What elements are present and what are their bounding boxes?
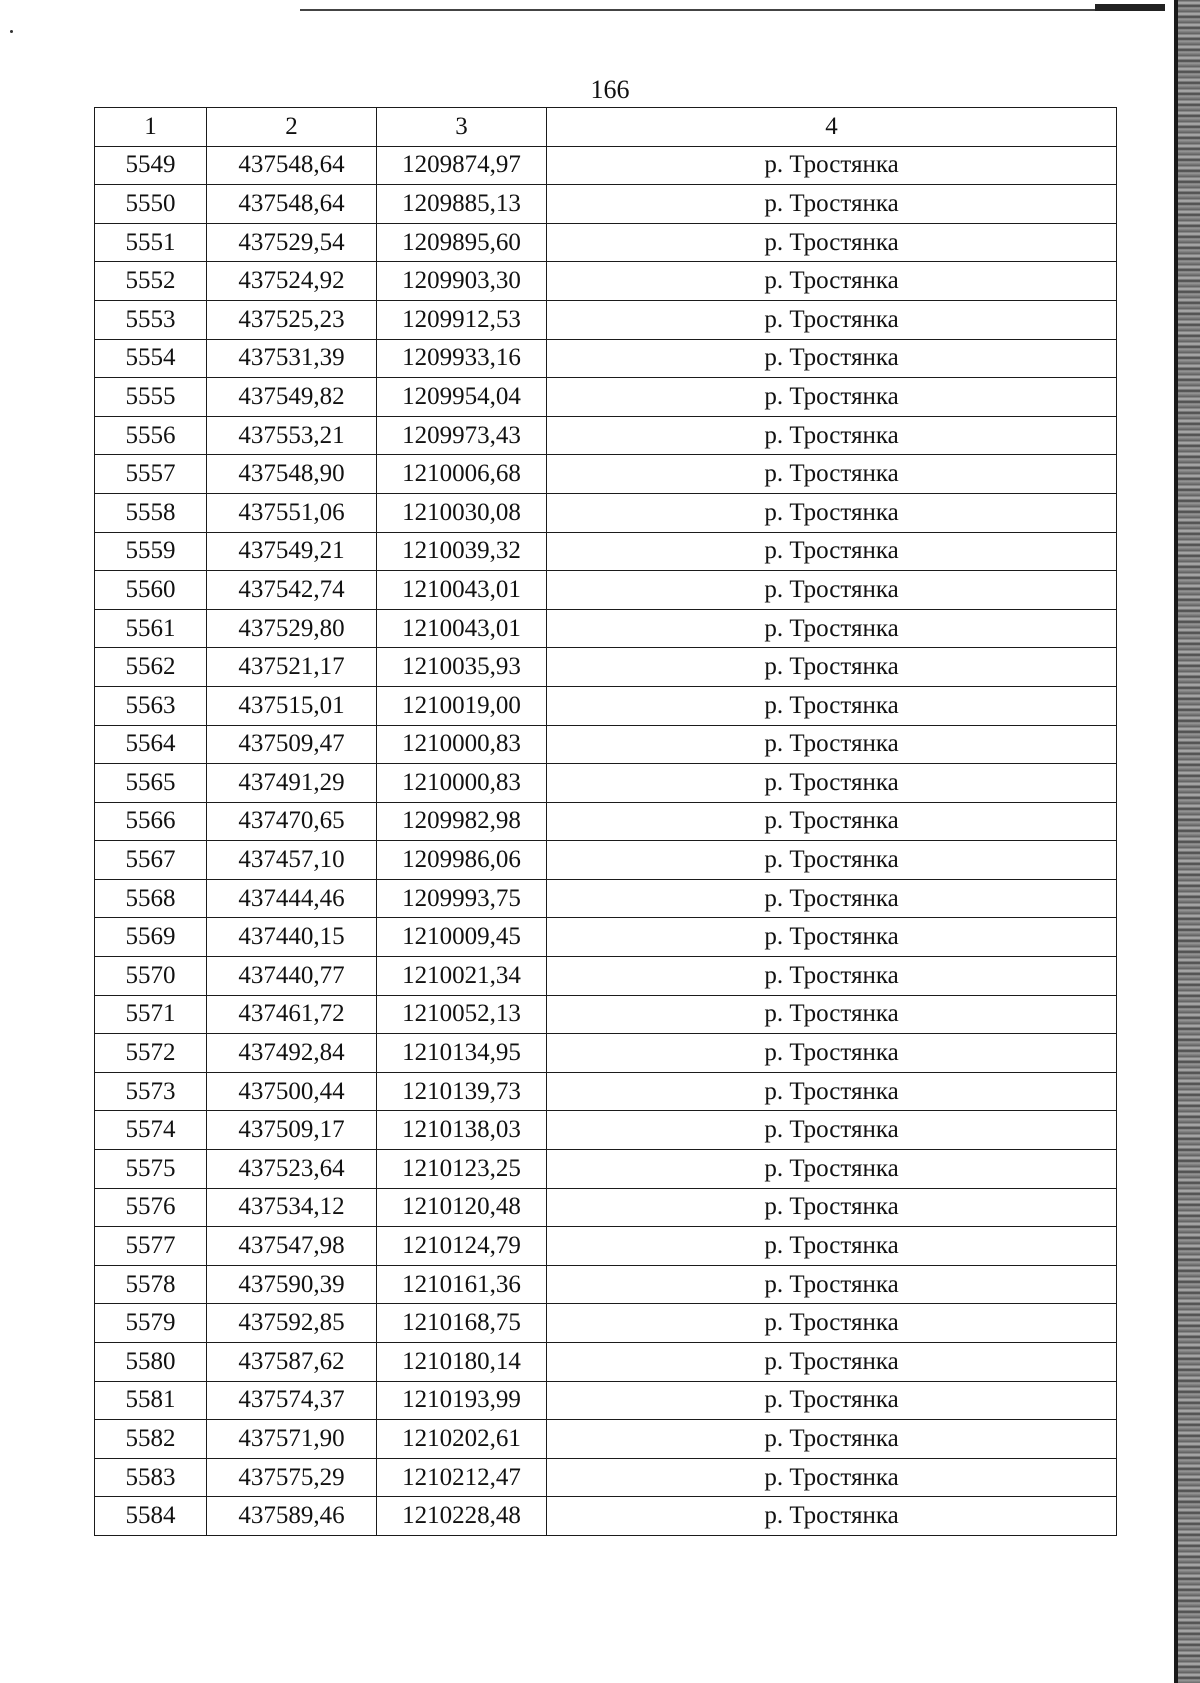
- y-coordinate-cell: 1210043,01: [377, 609, 547, 648]
- description-cell: р. Тростянка: [547, 764, 1117, 803]
- table-row: [95, 571, 1117, 610]
- point-number-cell: 5568: [95, 879, 207, 918]
- description-cell: р. Тростянка: [547, 918, 1117, 957]
- point-number-cell: 5576: [95, 1188, 207, 1227]
- x-coordinate-cell: 437571,90: [207, 1420, 377, 1459]
- description-cell: р. Тростянка: [547, 1420, 1117, 1459]
- y-coordinate-cell: 1209912,53: [377, 300, 547, 339]
- y-coordinate-cell: 1210212,47: [377, 1458, 547, 1497]
- point-number-cell: 5557: [95, 455, 207, 494]
- table-row: [95, 1150, 1117, 1189]
- description-cell: р. Тростянка: [547, 1265, 1117, 1304]
- table-row: [95, 1072, 1117, 1111]
- column-header: 3: [377, 108, 547, 147]
- x-coordinate-cell: 437523,64: [207, 1150, 377, 1189]
- y-coordinate-cell: 1210006,68: [377, 455, 547, 494]
- table-row: [95, 802, 1117, 841]
- description-cell: р. Тростянка: [547, 725, 1117, 764]
- description-cell: р. Тростянка: [547, 1072, 1117, 1111]
- description-cell: р. Тростянка: [547, 1150, 1117, 1189]
- y-coordinate-cell: 1209954,04: [377, 378, 547, 417]
- description-cell: р. Тростянка: [547, 1497, 1117, 1536]
- description-cell: р. Тростянка: [547, 223, 1117, 262]
- description-cell: р. Тростянка: [547, 957, 1117, 996]
- description-cell: р. Тростянка: [547, 1458, 1117, 1497]
- scan-right-edge: [1176, 0, 1200, 1683]
- table-header-row: [95, 108, 1117, 147]
- description-cell: р. Тростянка: [547, 300, 1117, 339]
- description-cell: р. Тростянка: [547, 455, 1117, 494]
- table-row: [95, 957, 1117, 996]
- point-number-cell: 5559: [95, 532, 207, 571]
- x-coordinate-cell: 437521,17: [207, 648, 377, 687]
- coordinates-table: [94, 107, 1117, 1536]
- point-number-cell: 5578: [95, 1265, 207, 1304]
- point-number-cell: 5558: [95, 493, 207, 532]
- y-coordinate-cell: 1210043,01: [377, 571, 547, 610]
- x-coordinate-cell: 437470,65: [207, 802, 377, 841]
- scan-speck: [10, 30, 13, 33]
- table-row: [95, 455, 1117, 494]
- y-coordinate-cell: 1210124,79: [377, 1227, 547, 1266]
- y-coordinate-cell: 1210168,75: [377, 1304, 547, 1343]
- x-coordinate-cell: 437549,82: [207, 378, 377, 417]
- point-number-cell: 5580: [95, 1343, 207, 1382]
- point-number-cell: 5582: [95, 1420, 207, 1459]
- y-coordinate-cell: 1210019,00: [377, 686, 547, 725]
- x-coordinate-cell: 437444,46: [207, 879, 377, 918]
- x-coordinate-cell: 437574,37: [207, 1381, 377, 1420]
- scan-right-edge-line: [1174, 0, 1178, 1683]
- scan-top-bar: [1095, 4, 1165, 11]
- table-row: [95, 339, 1117, 378]
- table-row: [95, 1265, 1117, 1304]
- point-number-cell: 5583: [95, 1458, 207, 1497]
- description-cell: р. Тростянка: [547, 262, 1117, 301]
- description-cell: р. Тростянка: [547, 841, 1117, 880]
- description-cell: р. Тростянка: [547, 995, 1117, 1034]
- x-coordinate-cell: 437461,72: [207, 995, 377, 1034]
- x-coordinate-cell: 437509,47: [207, 725, 377, 764]
- column-header: 4: [547, 108, 1117, 147]
- description-cell: р. Тростянка: [547, 146, 1117, 185]
- description-cell: р. Тростянка: [547, 185, 1117, 224]
- point-number-cell: 5572: [95, 1034, 207, 1073]
- y-coordinate-cell: 1210193,99: [377, 1381, 547, 1420]
- y-coordinate-cell: 1209903,30: [377, 262, 547, 301]
- point-number-cell: 5549: [95, 146, 207, 185]
- description-cell: р. Тростянка: [547, 1381, 1117, 1420]
- point-number-cell: 5574: [95, 1111, 207, 1150]
- table-row: [95, 1420, 1117, 1459]
- table-row: [95, 146, 1117, 185]
- table-row: [95, 918, 1117, 957]
- description-cell: р. Тростянка: [547, 493, 1117, 532]
- point-number-cell: 5566: [95, 802, 207, 841]
- table-row: [95, 532, 1117, 571]
- table-row: [95, 378, 1117, 417]
- table-row: [95, 1458, 1117, 1497]
- point-number-cell: 5562: [95, 648, 207, 687]
- x-coordinate-cell: 437500,44: [207, 1072, 377, 1111]
- y-coordinate-cell: 1210021,34: [377, 957, 547, 996]
- point-number-cell: 5571: [95, 995, 207, 1034]
- x-coordinate-cell: 437548,64: [207, 146, 377, 185]
- y-coordinate-cell: 1209993,75: [377, 879, 547, 918]
- description-cell: р. Тростянка: [547, 686, 1117, 725]
- description-cell: р. Тростянка: [547, 1034, 1117, 1073]
- point-number-cell: 5564: [95, 725, 207, 764]
- point-number-cell: 5579: [95, 1304, 207, 1343]
- table-row: [95, 648, 1117, 687]
- y-coordinate-cell: 1209986,06: [377, 841, 547, 880]
- point-number-cell: 5563: [95, 686, 207, 725]
- y-coordinate-cell: 1210228,48: [377, 1497, 547, 1536]
- y-coordinate-cell: 1209895,60: [377, 223, 547, 262]
- y-coordinate-cell: 1210000,83: [377, 725, 547, 764]
- x-coordinate-cell: 437515,01: [207, 686, 377, 725]
- x-coordinate-cell: 437589,46: [207, 1497, 377, 1536]
- table-row: [95, 223, 1117, 262]
- point-number-cell: 5573: [95, 1072, 207, 1111]
- point-number-cell: 5569: [95, 918, 207, 957]
- table-row: [95, 185, 1117, 224]
- x-coordinate-cell: 437542,74: [207, 571, 377, 610]
- table-row: [95, 1304, 1117, 1343]
- y-coordinate-cell: 1210138,03: [377, 1111, 547, 1150]
- table-row: [95, 416, 1117, 455]
- table-row: [95, 609, 1117, 648]
- table-row: [95, 1188, 1117, 1227]
- table-row: [95, 841, 1117, 880]
- point-number-cell: 5581: [95, 1381, 207, 1420]
- point-number-cell: 5565: [95, 764, 207, 803]
- column-header: 2: [207, 108, 377, 147]
- table-body: [95, 146, 1117, 1535]
- x-coordinate-cell: 437440,77: [207, 957, 377, 996]
- y-coordinate-cell: 1210180,14: [377, 1343, 547, 1382]
- table-row: [95, 262, 1117, 301]
- x-coordinate-cell: 437440,15: [207, 918, 377, 957]
- description-cell: р. Тростянка: [547, 879, 1117, 918]
- y-coordinate-cell: 1210035,93: [377, 648, 547, 687]
- point-number-cell: 5567: [95, 841, 207, 880]
- point-number-cell: 5575: [95, 1150, 207, 1189]
- x-coordinate-cell: 437551,06: [207, 493, 377, 532]
- table-row: [95, 1497, 1117, 1536]
- y-coordinate-cell: 1210161,36: [377, 1265, 547, 1304]
- x-coordinate-cell: 437525,23: [207, 300, 377, 339]
- point-number-cell: 5552: [95, 262, 207, 301]
- x-coordinate-cell: 437549,21: [207, 532, 377, 571]
- x-coordinate-cell: 437553,21: [207, 416, 377, 455]
- point-number-cell: 5570: [95, 957, 207, 996]
- x-coordinate-cell: 437531,39: [207, 339, 377, 378]
- y-coordinate-cell: 1209885,13: [377, 185, 547, 224]
- description-cell: р. Тростянка: [547, 378, 1117, 417]
- y-coordinate-cell: 1210139,73: [377, 1072, 547, 1111]
- description-cell: р. Тростянка: [547, 802, 1117, 841]
- table-row: [95, 300, 1117, 339]
- x-coordinate-cell: 437529,54: [207, 223, 377, 262]
- table-row: [95, 1034, 1117, 1073]
- y-coordinate-cell: 1210009,45: [377, 918, 547, 957]
- column-header: 1: [95, 108, 207, 147]
- x-coordinate-cell: 437534,12: [207, 1188, 377, 1227]
- table-row: [95, 1343, 1117, 1382]
- x-coordinate-cell: 437575,29: [207, 1458, 377, 1497]
- table-row: [95, 879, 1117, 918]
- table-row: [95, 1111, 1117, 1150]
- x-coordinate-cell: 437492,84: [207, 1034, 377, 1073]
- description-cell: р. Тростянка: [547, 1188, 1117, 1227]
- y-coordinate-cell: 1210030,08: [377, 493, 547, 532]
- point-number-cell: 5577: [95, 1227, 207, 1266]
- table-row: [95, 1381, 1117, 1420]
- x-coordinate-cell: 437509,17: [207, 1111, 377, 1150]
- table-row: [95, 995, 1117, 1034]
- description-cell: р. Тростянка: [547, 1227, 1117, 1266]
- y-coordinate-cell: 1210134,95: [377, 1034, 547, 1073]
- y-coordinate-cell: 1209933,16: [377, 339, 547, 378]
- x-coordinate-cell: 437548,90: [207, 455, 377, 494]
- description-cell: р. Тростянка: [547, 571, 1117, 610]
- description-cell: р. Тростянка: [547, 416, 1117, 455]
- x-coordinate-cell: 437457,10: [207, 841, 377, 880]
- point-number-cell: 5560: [95, 571, 207, 610]
- description-cell: р. Тростянка: [547, 532, 1117, 571]
- x-coordinate-cell: 437547,98: [207, 1227, 377, 1266]
- point-number-cell: 5553: [95, 300, 207, 339]
- y-coordinate-cell: 1210123,25: [377, 1150, 547, 1189]
- x-coordinate-cell: 437592,85: [207, 1304, 377, 1343]
- table-row: [95, 725, 1117, 764]
- table-row: [95, 493, 1117, 532]
- table-row: [95, 764, 1117, 803]
- y-coordinate-cell: 1209982,98: [377, 802, 547, 841]
- x-coordinate-cell: 437529,80: [207, 609, 377, 648]
- y-coordinate-cell: 1210039,32: [377, 532, 547, 571]
- point-number-cell: 5554: [95, 339, 207, 378]
- table-row: [95, 686, 1117, 725]
- scan-top-line: [300, 9, 1160, 11]
- y-coordinate-cell: 1209874,97: [377, 146, 547, 185]
- table-row: [95, 1227, 1117, 1266]
- description-cell: р. Тростянка: [547, 1343, 1117, 1382]
- point-number-cell: 5561: [95, 609, 207, 648]
- y-coordinate-cell: 1210202,61: [377, 1420, 547, 1459]
- y-coordinate-cell: 1210120,48: [377, 1188, 547, 1227]
- description-cell: р. Тростянка: [547, 1111, 1117, 1150]
- page-number: 166: [590, 75, 630, 104]
- x-coordinate-cell: 437548,64: [207, 185, 377, 224]
- x-coordinate-cell: 437524,92: [207, 262, 377, 301]
- y-coordinate-cell: 1210052,13: [377, 995, 547, 1034]
- x-coordinate-cell: 437587,62: [207, 1343, 377, 1382]
- description-cell: р. Тростянка: [547, 1304, 1117, 1343]
- x-coordinate-cell: 437491,29: [207, 764, 377, 803]
- description-cell: р. Тростянка: [547, 609, 1117, 648]
- point-number-cell: 5555: [95, 378, 207, 417]
- y-coordinate-cell: 1209973,43: [377, 416, 547, 455]
- description-cell: р. Тростянка: [547, 648, 1117, 687]
- point-number-cell: 5550: [95, 185, 207, 224]
- y-coordinate-cell: 1210000,83: [377, 764, 547, 803]
- x-coordinate-cell: 437590,39: [207, 1265, 377, 1304]
- point-number-cell: 5556: [95, 416, 207, 455]
- point-number-cell: 5551: [95, 223, 207, 262]
- point-number-cell: 5584: [95, 1497, 207, 1536]
- description-cell: р. Тростянка: [547, 339, 1117, 378]
